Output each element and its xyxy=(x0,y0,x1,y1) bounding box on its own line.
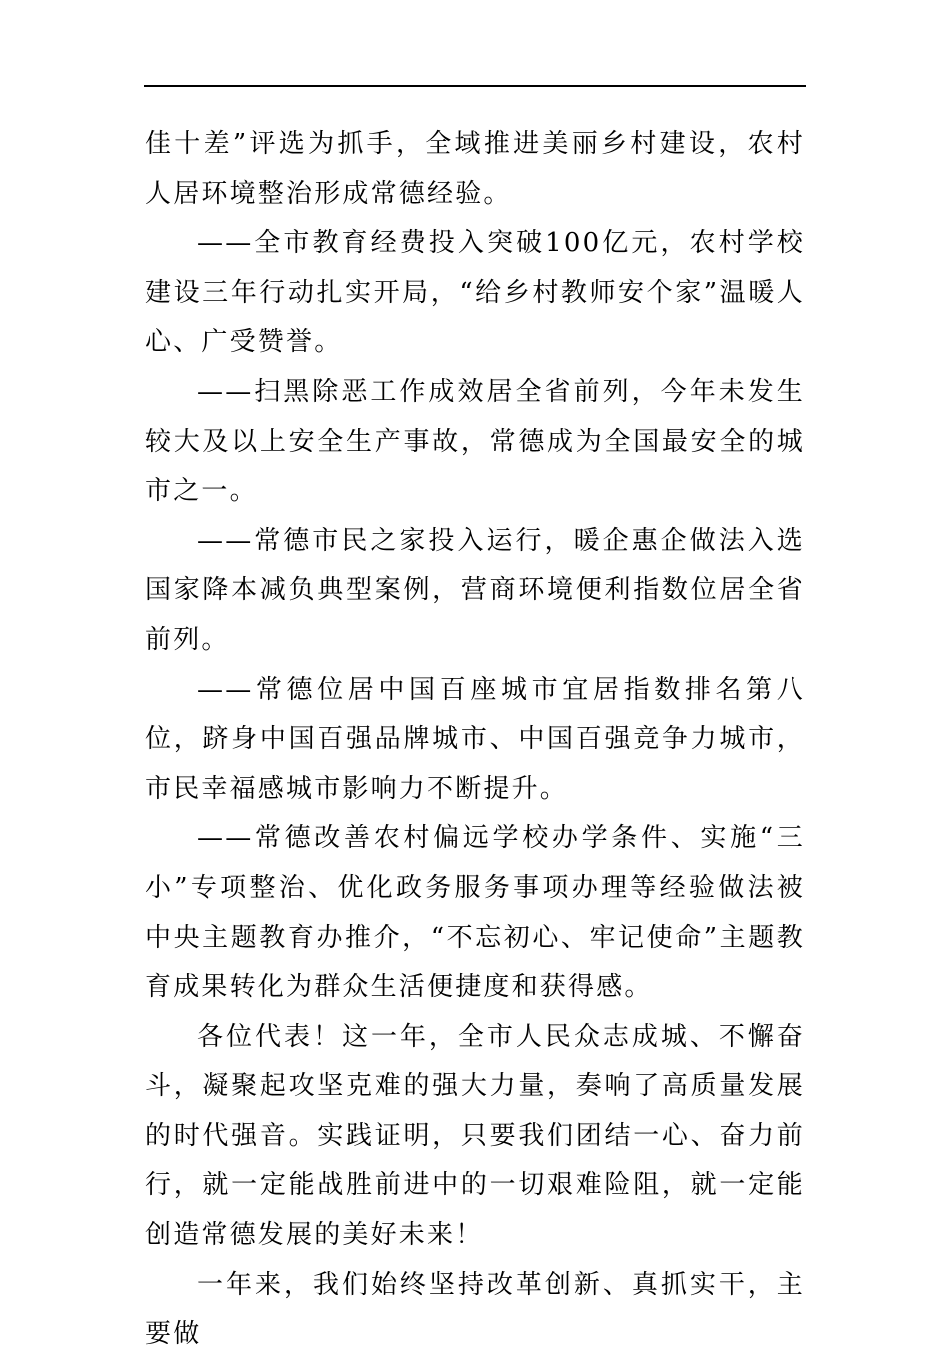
paragraph-continuation: 佳十差”评选为抓手，全域推进美丽乡村建设，农村人居环境整治形成常德经验。 xyxy=(145,129,805,209)
paragraph-year-review: 一年来，我们始终坚持改革创新、真抓实干，主要做 xyxy=(145,1269,805,1350)
paragraph-safety: ——扫黑除恶工作成效居全省前列，今年未发生较大及以上安全生产事故，常德成为全国最安全的城市之一。 xyxy=(145,376,805,507)
paragraph-address-delegates: 各位代表！这一年，全市人民众志成城、不懈奋斗，凝聚起攻坚克难的强大力量，奏响了高质量发展的时代强音。实践证明，只要我们团结一心、奋力前行，就一定能战胜前进中的一切艰难险阻，就一定能创造常德发展的美好未来！ xyxy=(145,1021,805,1251)
paragraph-business-environment: ——常德市民之家投入运行，暖企惠企做法入选国家降本减负典型案例，营商环境便利指数位居全省前列。 xyxy=(145,525,805,655)
document-body xyxy=(145,120,805,1360)
paragraph-education: ——全市教育经费投入突破100亿元，农村学校建设三年行动扎实开局，“给乡村教师安个家”温暖人心、广受赞誉。 xyxy=(145,228,805,358)
paragraph-theme-education: ——常德改善农村偏远学校办学条件、实施“三小”专项整治、优化政务服务事项办理等经验做法被中央主题教育办推介，“不忘初心、牢记使命”主题教育成果转化为群众生活便捷度和获得感。 xyxy=(145,823,805,1003)
paragraph-livability: ——常德位居中国百座城市宜居指数排名第八位，跻身中国百强品牌城市、中国百强竞争力城市，市民幸福感城市影响力不断提升。 xyxy=(145,674,805,804)
header-rule xyxy=(144,85,806,87)
